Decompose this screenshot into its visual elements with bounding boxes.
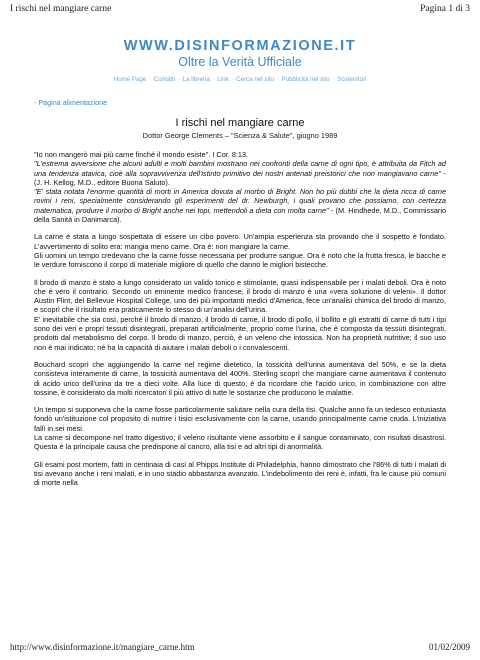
- nav-separator: ·: [330, 76, 337, 83]
- article-byline: Dottor George Clements – "Scienza & Salute", giugno 1989: [142, 131, 338, 140]
- print-footer-url: http://www.disinformazione.it/mangiare_carne.htm: [10, 642, 195, 652]
- paragraph: La carne si decompone nel tratto digestivo; il veleno risultante viene assorbito e il sangue contaminato, con risultati disastrosi. Questa è la principale causa che predispone al cancro, alla tisi e ad altri tipi di anormalità.: [34, 433, 446, 452]
- article-title: I rischi nel mangiare carne: [175, 117, 305, 129]
- nav-link-pubblicita[interactable]: Pubblicità nel sito: [281, 76, 330, 83]
- quote-kellog-text: "L'estrema avversione che alcuni adulti e molti bambini mostrano nei confronti della carne di ogni tipo, è attribuita da Fitch ad una tendenza atavica, cioè alla sopravvivenza dell'istinto primitivo dei nostri antenati preistorici che non mangiavano carne": [34, 159, 446, 178]
- paragraph: Il brodo di manzo è stato a lungo considerato un valido tonico e stimolante, quasi indispensabile per i malati deboli. Ora è noto che è vero il contrario. Secondo un eminente medico francese, il brodo di manzo è una «vera soluzione di veleni». Il dottor Austin Flint, del Bellevue Hospital College, uno dei più importanti medici d'America, fece un'analisi chimica del brodo di manzo, e scoprì che il risultato era praticamente lo stesso di un'analisi dell'urina.: [34, 277, 446, 315]
- nav-separator: ·: [275, 76, 281, 83]
- quote-hindhede-text: "E' stata notata l'enorme quantità di morti in America dovuta al morbo di Bright. Non ho più dubbi che la dieta ricca di carne rovini i reni, specialmente considerando gli esperimenti del dr. Newburgh, i quali provano che possiamo, con certezza matematica, produrre il morbo di Bright anche nei topi, mettendoli a dieta con molta carne": [34, 187, 446, 215]
- nav-separator: ·: [229, 76, 236, 83]
- paragraph: E' inevitabile che sia così, perché il brodo di manzo, il brodo di carne, il brodo di pollo, il bollito e gli estratti di carne di tutti i tipi sono dei veri e propri tessuti disintegrati, preparati artificialmente, proprio come l'urina, che è composta da tessuti disintegrati, prodotti dal metabolismo del corpo. Il brodo di manzo, perciò, è un veleno che intossica. Non ha proprietà nutritive; il suo uso non è mai indicato; né ha la capacità di aiutare i malati deboli o i convalescenti.: [34, 314, 446, 352]
- nav-link-libreria[interactable]: La libreria: [182, 76, 210, 83]
- site-nav: [0, 76, 480, 84]
- print-header: [10, 4, 470, 16]
- print-footer: [10, 642, 470, 654]
- paragraph: Gli esami post mortem, fatti in centinaia di casi al Phipps Institute di Philadelphia, hanno dimostrato che l'86% di tutti i malati di tisi avevano anche i reni malati, e in uno stadio abbastanza avanzato. L'indebolimento dei reni è, infatti, fra le cause più comuni di morte nella: [34, 459, 446, 488]
- quote-kellog: [34, 159, 446, 187]
- print-footer-date: 01/02/2009: [428, 642, 470, 652]
- paragraph: La carne è stata a lungo sospettata di essere un cibo povero. Un'ampia esperienza sta provando che il sospetto è fondato. L'avvertimento di solito era: mangia meno carne. Ora è: non mangiare la carne.: [34, 232, 446, 251]
- print-header-title: I rischi nel mangiare carne: [10, 4, 112, 14]
- nav-link-cerca[interactable]: Cerca nel sito: [236, 76, 274, 83]
- paragraph: Un tempo si supponeva che la carne fosse particolarmente salutare nella cura della tisi. Qualche anno fa un tedesco entusiasta fondò un'istituzione col proposito di nutrire i tisici esclusivamente con la carne, usando principalmente carne cruda. L'iniziativa fallì in sei mesi.: [34, 405, 446, 433]
- paragraph: Bouchard scoprì che aggiungendo la carne nel regime dietetico, la tossicità dell'urina aumentava del 50%, e se la dieta consisteva interamente di carne, la tossicità aumentava del 400%. Sterling scoprì che mangiare carne aumentava il contenuto di acido urico dell'urina da tre a dieci volte. Alla luce di questo, è da ricordare che l'acido urico, in combinazione con altre tossine, è considerato da molti ricercatori il più attivo di tutte le sostanze che producono le malattie.: [34, 359, 446, 397]
- paragraph: Gli uomini un tempo credevano che la carne fosse necessaria per produrre sangue. Ora è noto che la frutta fresca, le bacche e le verdure forniscono il corpo di materiale migliore di quello che danno le migliori bistecche.: [34, 250, 446, 270]
- site-name[interactable]: WWW.DISINFORMAZIONE.IT: [123, 38, 357, 54]
- quote-intro: "Io non mangerò mai più carne finché il mondo esiste". I Cor. 8:13.: [34, 150, 249, 159]
- nav-separator: ·: [147, 76, 153, 83]
- nav-separator: ·: [210, 76, 217, 83]
- article-body: [34, 150, 446, 488]
- print-header-page-number: Pagina 1 di 3: [420, 4, 470, 14]
- quote-hindhede-source: - (M. Hindhede, M.D., Commissario della Sanità in Danimarca).: [34, 205, 447, 225]
- nav-link-sostenitori[interactable]: Sostenitori: [337, 76, 367, 83]
- site-tagline: Oltre la Verità Ufficiale: [178, 55, 302, 69]
- article-header: [0, 117, 480, 140]
- section-link-alimentazione[interactable]: - Pagina alimentazione: [34, 98, 108, 107]
- nav-link-link[interactable]: Link: [217, 76, 229, 83]
- quote-hindhede: [34, 187, 446, 224]
- nav-link-contatti[interactable]: Contatti: [153, 76, 176, 83]
- nav-link-home[interactable]: Home Page: [113, 76, 147, 83]
- nav-separator: ·: [176, 76, 182, 83]
- site-masthead: [0, 38, 480, 84]
- quote-kellog-source: - (J. H. Kellog, M.D., editore Buona Saluto).: [34, 168, 446, 187]
